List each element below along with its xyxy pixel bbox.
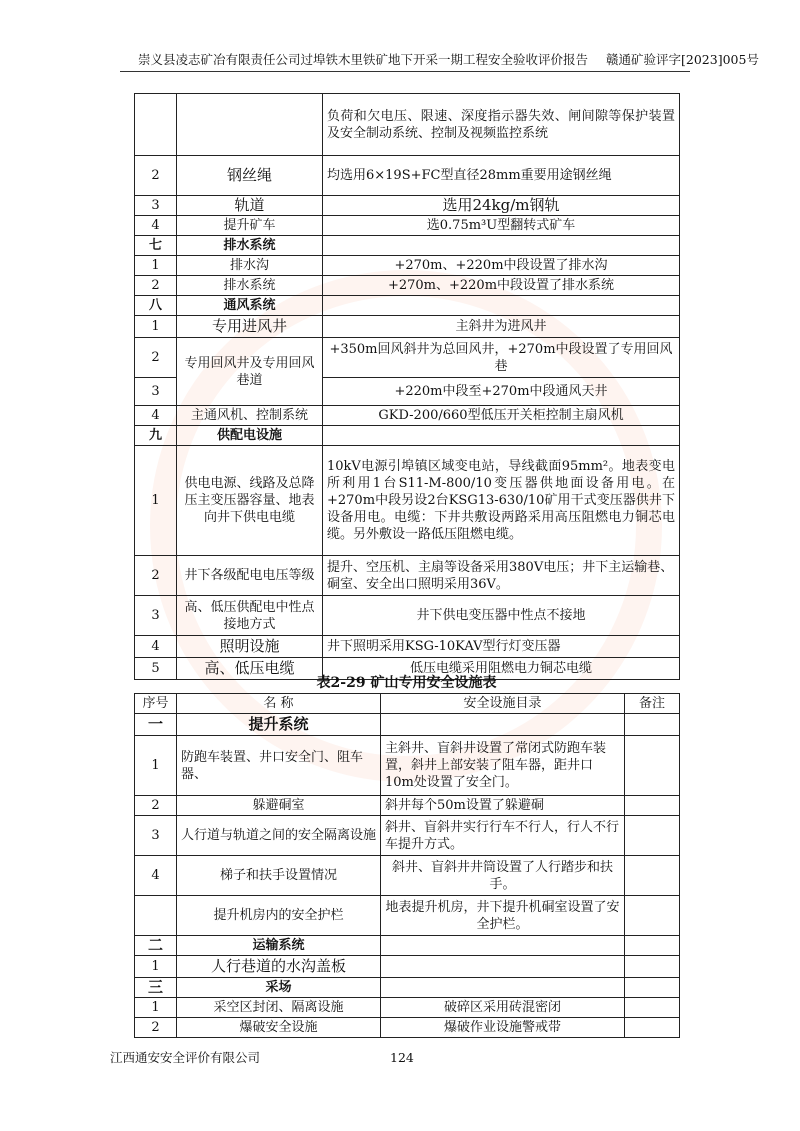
table-cell: 选用24kg/m钢轨 [323,196,680,216]
section-number: 三 [135,978,177,998]
table-cell: 斜井、盲斜井井筒设置了人行踏步和扶手。 [381,856,625,896]
column-header: 安全设施目录 [381,694,625,714]
table-cell: 提升矿车 [177,216,323,236]
table-cell: 专用进风井 [177,316,323,338]
table-cell: 2 [135,156,177,196]
table-cell: 3 [135,378,177,406]
table-cell: 主斜井、盲斜井设置了常闭式防跑车装置，斜井上部安装了阻车器，距井口10m处设置了安全门。 [381,736,625,796]
section-number: 七 [135,236,177,256]
table-cell: 2 [135,556,177,596]
section-title: 采场 [177,978,381,998]
table-cell: 人行巷道的水沟盖板 [177,956,381,978]
table-cell: 斜井每个50m设置了躲避硐 [381,796,625,816]
table-cell: 2 [135,796,177,816]
table-cell: 地表提升机房，井下提升机硐室设置了安全护栏。 [381,896,625,936]
table-cell: 4 [135,406,177,426]
table-cell: 1 [135,256,177,276]
table-cell: 1 [135,736,177,796]
facility-table-continued [134,93,680,680]
table-cell: 排水系统 [177,276,323,296]
table-cell: 选0.75m³U型翻转式矿车 [323,216,680,236]
table-cell: 提升机房内的安全护栏 [177,896,381,936]
table-cell: +270m、+220m中段设置了排水系统 [323,276,680,296]
table-cell: 主斜井为进风井 [323,316,680,338]
table-cell: 躲避硐室 [177,796,381,816]
table-cell: +220m中段至+270m中段通风天井 [323,378,680,406]
section-number: 九 [135,426,177,446]
header-title: 崇义县凌志矿冶有限责任公司过埠铁木里铁矿地下开采一期工程安全验收评价报告 [138,52,589,67]
column-header: 序号 [135,694,177,714]
table-cell: 爆破作业设施警戒带 [381,1018,625,1038]
table-cell: 梯子和扶手设置情况 [177,856,381,896]
table-cell: 3 [135,816,177,856]
column-header: 名 称 [177,694,381,714]
table-cell: 轨道 [177,196,323,216]
table-cell: 主通风机、控制系统 [177,406,323,426]
table-cell: 提升、空压机、主扇等设备采用380V电压；井下主运输巷、硐室、安全出口照明采用36V。 [323,556,680,596]
table-cell: 人行道与轨道之间的安全隔离设施 [177,816,381,856]
table-cell: 钢丝绳 [177,156,323,196]
table-cell: 1 [135,316,177,338]
page-header [120,52,759,72]
table-cell: 井下各级配电电压等级 [177,556,323,596]
section-title: 提升系统 [177,714,381,736]
table-cell: 爆破安全设施 [177,1018,381,1038]
safety-facility-table: 序号 名 称 安全设施目录 备注 一 提升系统 1 防跑车装置、井口安全门、阻车器、 主斜井、盲斜井设置了常闭式防跑车装置，斜井上部安装了阻车器，距井口10m处设置了安全门。 2 躲避硐室 斜井每个50m设置了躲避硐 3 人行道与轨道之间的安全隔离设施 斜井、盲斜井实行行车不行人，行人不行车提升方式。 4 梯子和扶手设置情况 斜井、盲斜井井筒设置了人行踏步和扶手。 提升机房内的安全护栏 地表提升机房，井下提升机硐室设置了安全护栏。 二 运输系统 1 人行巷道的水沟盖板 三 采场 1 采空区封闭、隔离设施 破碎区采用砖混密闭 2 爆破安全设施 爆破作业设施警戒带 [134,693,680,1038]
table-cell: 破碎区采用砖混密闭 [381,998,625,1018]
table-cell: 4 [135,856,177,896]
table-cell: 均选用6×19S+FC型直径28mm重要用途钢丝绳 [323,156,680,196]
table-cell: 低压电缆采用阻燃电力铜芯电缆 [323,658,680,680]
table-cell: 采空区封闭、隔离设施 [177,998,381,1018]
table-cell: 1 [135,446,177,556]
table-cell: 井下照明采用KSG-10KAV型行灯变压器 [323,636,680,658]
table-cell: +350m回风斜井为总回风井，+270m中段设置了专用回风巷 [323,338,680,378]
table-cell: 排水沟 [177,256,323,276]
table-cell [135,896,177,936]
section-title: 供配电设施 [177,426,323,446]
section-number: 二 [135,936,177,956]
section-title: 排水系统 [177,236,323,256]
table-cell: 3 [135,196,177,216]
table-cell: +270m、+220m中段设置了排水沟 [323,256,680,276]
table-cell: 高、低压电缆 [177,658,323,680]
footer-company: 江西通安安全评价有限公司 [110,1050,261,1065]
table-cell: 井下供电变压器中性点不接地 [323,596,680,636]
table-cell: 5 [135,658,177,680]
column-header: 备注 [625,694,680,714]
table-caption: 表2-29 矿山专用安全设施表 [316,675,497,691]
table-cell: 照明设施 [177,636,323,658]
section-number: 八 [135,296,177,316]
table-cell: 2 [135,338,177,378]
table-cell: 专用回风井及专用回风巷道 [177,338,323,406]
header-doc-no: 赣通矿验评字[2023]005号 [606,52,759,67]
table-cell: 10kV电源引埠镇区域变电站，导线截面95mm²。地表变电所利用1台S11-M-800/10变压器供地面设备用电。在+270m中段另设2台KSG13-630/10矿用干式变压器供井下设备用电。电缆：下井共敷设两路采用高压阻燃电力铜芯电缆。另外敷设一路低压阻燃电缆。 [323,446,680,556]
table-cell: 3 [135,596,177,636]
page-number: 124 [390,1050,414,1065]
table-cell: 供电电源、线路及总降压主变压器容量、地表向井下供电电缆 [177,446,323,556]
table-cell: 4 [135,636,177,658]
table-cell: 2 [135,276,177,296]
section-title: 运输系统 [177,936,381,956]
table-cell: 2 [135,1018,177,1038]
table-cell: 1 [135,998,177,1018]
table-cell: 防跑车装置、井口安全门、阻车器、 [177,736,381,796]
section-title: 通风系统 [177,296,323,316]
table-cell: 4 [135,216,177,236]
table-cell: 负荷和欠电压、限速、深度指示器失效、闸间隙等保护装置及安全制动系统、控制及视频监控系统 [323,94,680,156]
section-number: 一 [135,714,177,736]
table-cell: 高、低压供配电中性点接地方式 [177,596,323,636]
table-cell: GKD-200/660型低压开关柜控制主扇风机 [323,406,680,426]
table-cell: 斜井、盲斜井实行行车不行人，行人不行车提升方式。 [381,816,625,856]
